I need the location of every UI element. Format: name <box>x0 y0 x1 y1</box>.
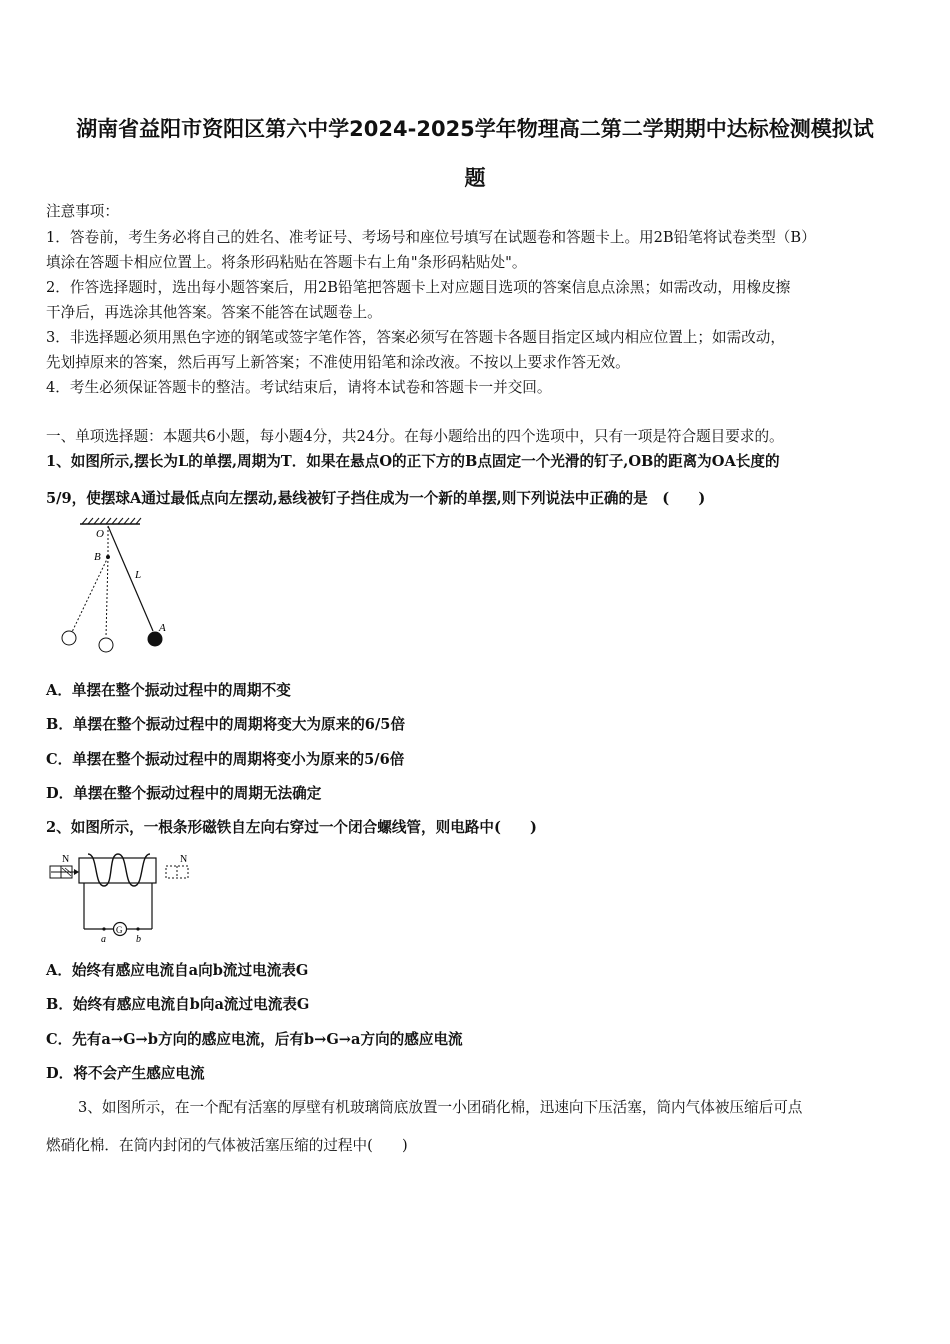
q2-option-a: A．始终有感应电流自a向b流过电流表G <box>46 962 309 979</box>
question-2-stem: 2、如图所示，一根条形磁铁自左向右穿过一个闭合螺线管，则电路中( ) <box>46 819 537 836</box>
section-heading: 一、单项选择题：本题共6小题，每小题4分，共24分。在每小题给出的四个选项中，只有一项是符合题目要求的。 <box>46 428 784 445</box>
magnet-label-n-right: N <box>180 854 188 865</box>
pendulum-label-l: L <box>135 569 142 581</box>
question-1-stem: 1、如图所示,摆长为L的单摆,周期为T．如果在悬点O的正下方的B点固定一个光滑的钉子,OB的距离为OA长度的 <box>46 453 780 470</box>
pendulum-label-a: A <box>159 622 166 634</box>
notice-line: 4．考生必须保证答题卡的整洁。考试结束后，请将本试卷和答题卡一并交回。 <box>46 379 552 396</box>
question-3-stem-cont: 燃硝化棉．在筒内封闭的气体被活塞压缩的过程中( ) <box>46 1137 408 1154</box>
pendulum-label-b: B <box>94 551 101 563</box>
notice-heading: 注意事项： <box>46 203 119 220</box>
notice-line: 干净后，再选涂其他答案。答案不能答在试题卷上。 <box>46 304 382 321</box>
q2-option-c: C．先有a→G→b方向的感应电流，后有b→G→a方向的感应电流 <box>46 1031 463 1048</box>
pendulum-label-o: O <box>96 528 104 540</box>
q1-option-d: D．单摆在整个振动过程中的周期无法确定 <box>46 785 322 802</box>
magnet-label-n-left: N <box>62 854 70 865</box>
q1-option-c: C．单摆在整个振动过程中的周期将变小为原来的5/6倍 <box>46 751 405 768</box>
solenoid-figure <box>46 850 196 946</box>
question-3-stem: 3、如图所示，在一个配有活塞的厚壁有机玻璃筒底放置一小团硝化棉，迅速向下压活塞，筒内气体被压缩后可点 <box>78 1099 803 1116</box>
q1-option-a: A．单摆在整个振动过程中的周期不变 <box>46 682 291 699</box>
notice-line: 填涂在答题卡相应位置上。将条形码粘贴在答题卡右上角"条形码粘贴处"。 <box>46 254 527 271</box>
exam-title-line1: 湖南省益阳市资阳区第六中学2024-2025学年物理高二第二学期期中达标检测模拟试 <box>76 117 874 141</box>
q2-option-d: D．将不会产生感应电流 <box>46 1065 205 1082</box>
notice-line: 2．作答选择题时，选出每小题答案后，用2B铅笔把答题卡上对应题目选项的答案信息点涂黑；如需改动，用橡皮擦 <box>46 279 791 296</box>
notice-line: 1．答卷前，考生务必将自己的姓名、准考证号、考场号和座位号填写在试题卷和答题卡上。用2B铅笔将试卷类型（B） <box>46 229 816 246</box>
q2-option-b: B．始终有感应电流自b向a流过电流表G <box>46 996 310 1013</box>
question-1-stem-cont: 5/9，使摆球A通过最低点向左摆动,悬线被钉子挡住成为一个新的单摆,则下列说法中正确的是 ( ) <box>46 490 706 507</box>
exam-title-line2: 题 <box>464 166 486 190</box>
galvanometer-label: G <box>116 925 123 935</box>
notice-line: 3．非选择题必须用黑色字迹的钢笔或签字笔作答，答案必须写在答题卡各题目指定区域内相应位置上；如需改动， <box>46 329 785 346</box>
point-label-b: b <box>136 934 141 945</box>
pendulum-figure <box>60 518 180 656</box>
point-label-a: a <box>101 934 106 945</box>
notice-line: 先划掉原来的答案，然后再写上新答案；不准使用铅笔和涂改液。不按以上要求作答无效。 <box>46 354 630 371</box>
q1-option-b: B．单摆在整个振动过程中的周期将变大为原来的6/5倍 <box>46 716 406 733</box>
